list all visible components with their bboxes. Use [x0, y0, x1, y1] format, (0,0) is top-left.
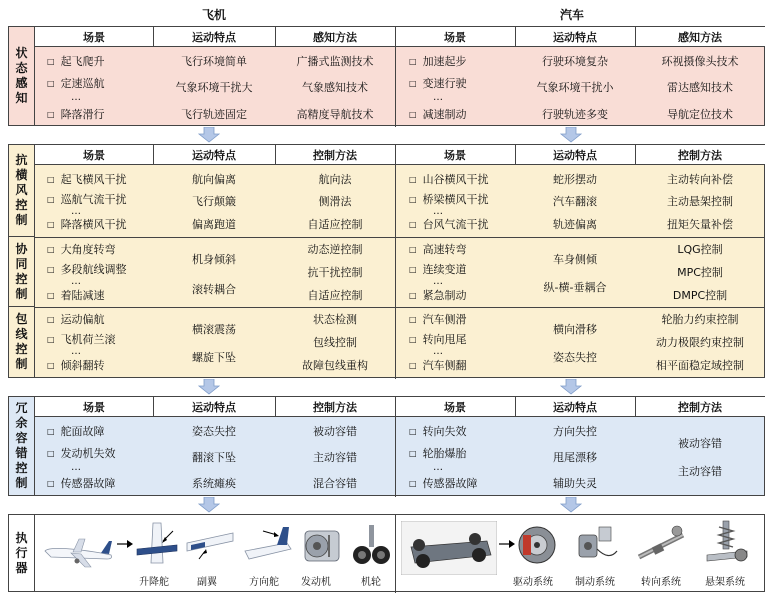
flow-arrow-icon — [198, 127, 220, 143]
method-item: 被动容错 — [678, 437, 722, 450]
scene-item: □ 汽车侧滑 — [409, 313, 467, 327]
part-caption: 驱动系统 — [513, 577, 553, 588]
scene-item: □ 山谷横风干扰 — [409, 173, 489, 187]
header-motion: 运动特点 — [553, 31, 597, 44]
method-item: 轮胎力约束控制 — [661, 313, 739, 326]
scene-item: □ 起飞爬升 — [47, 55, 105, 69]
header-scene: 场景 — [83, 31, 105, 44]
scene-item: □ 降落滑行 — [47, 108, 105, 122]
scene-item: □ 轮胎爆胎 — [409, 447, 467, 461]
method-item: 包线控制 — [313, 336, 357, 349]
header-control-method: 控制方法 — [313, 401, 357, 414]
part-caption: 升降舵 — [139, 577, 169, 588]
scene-item: □ 减速制动 — [409, 108, 467, 122]
scene-item: □ 定速巡航 — [47, 77, 105, 91]
airplane-icon — [41, 521, 115, 571]
redundancy-label: 冗 余 容 错 控 制 — [9, 397, 35, 495]
method-item: 混合容错 — [313, 477, 357, 490]
ellipsis: … — [433, 92, 443, 103]
scene-item: □ 汽车侧翻 — [409, 359, 467, 373]
method-item: 自适应控制 — [307, 218, 363, 231]
header-motion: 运动特点 — [192, 401, 236, 414]
ellipsis: … — [433, 462, 443, 473]
header-scene: 场景 — [83, 149, 105, 162]
scene-item: □ 着陆减速 — [47, 289, 105, 303]
motion-item: 飞行轨迹固定 — [181, 108, 247, 121]
motion-item: 行驶环境复杂 — [542, 55, 608, 68]
method-item: 相平面稳定域控制 — [656, 359, 744, 372]
method-item: 航向法 — [318, 173, 352, 186]
part-caption: 悬架系统 — [705, 577, 745, 588]
motion-item: 飞行颠簸 — [192, 195, 236, 208]
scene-item: □ 起飞横风干扰 — [47, 173, 127, 187]
steering-system-icon — [633, 521, 689, 569]
flow-arrow-icon — [560, 127, 582, 143]
cooperative-label: 协 同 控 制 — [9, 237, 35, 307]
motion-item: 横滚震荡 — [192, 323, 236, 336]
scene-item: □ 紧急制动 — [409, 289, 467, 303]
scene-item: □ 变速行驶 — [409, 77, 467, 91]
header-motion: 运动特点 — [553, 401, 597, 414]
method-item: 自适应控制 — [307, 289, 363, 302]
scene-item: □ 多段航线调整 — [47, 263, 127, 277]
flow-arrow-icon — [198, 379, 220, 395]
part-caption: 机轮 — [361, 577, 381, 588]
arrow-right-icon — [499, 539, 515, 549]
perception-section — [8, 26, 765, 126]
ellipsis: … — [71, 462, 81, 473]
method-item: 雷达感知技术 — [667, 81, 733, 94]
actuator-section — [8, 514, 765, 592]
method-item: 主动容错 — [678, 465, 722, 478]
scene-item: □ 高速转弯 — [409, 243, 467, 257]
ellipsis: … — [433, 276, 443, 287]
motion-item: 飞行环境简单 — [181, 55, 247, 68]
motion-item: 蛇形摆动 — [553, 173, 597, 186]
perception-label: 状 态 感 知 — [9, 27, 35, 125]
ellipsis: … — [71, 206, 81, 217]
scene-item: □ 转向甩尾 — [409, 333, 467, 347]
aileron-icon — [185, 523, 235, 569]
header-scene: 场景 — [444, 149, 466, 162]
header-scene: 场景 — [83, 401, 105, 414]
motion-item: 轨迹偏离 — [553, 218, 597, 231]
crosswind-label: 抗 横 风 控 制 — [9, 145, 35, 237]
brake-system-icon — [575, 521, 621, 569]
motion-item: 行驶轨迹多变 — [542, 108, 608, 121]
ellipsis: … — [71, 92, 81, 103]
motion-item: 姿态失控 — [192, 425, 236, 438]
motion-item: 车身侧倾 — [553, 253, 597, 266]
method-item: LQG控制 — [677, 243, 723, 256]
motion-item: 横向滑移 — [553, 323, 597, 336]
motion-item: 翻滚下坠 — [192, 451, 236, 464]
ellipsis: … — [71, 276, 81, 287]
scene-item: □ 台风气流干扰 — [409, 218, 489, 232]
scene-item: □ 发动机失效 — [47, 447, 116, 461]
header-perception-method: 感知方法 — [313, 31, 357, 44]
method-item: 动态逆控制 — [307, 243, 363, 256]
method-item: 故障包线重构 — [302, 359, 368, 372]
scene-item: □ 运动偏航 — [47, 313, 105, 327]
method-item: 扭矩矢量补偿 — [667, 218, 733, 231]
scene-item: □ 加速起步 — [409, 55, 467, 69]
motion-item: 方向失控 — [553, 425, 597, 438]
arrow-right-icon — [117, 539, 133, 549]
motion-item: 滚转耦合 — [192, 283, 236, 296]
header-motion: 运动特点 — [192, 31, 236, 44]
envelope-label: 包 线 控 制 — [9, 307, 35, 377]
header-perception-method: 感知方法 — [678, 31, 722, 44]
car-chassis-icon — [401, 521, 497, 575]
motion-item: 汽车翻滚 — [553, 195, 597, 208]
method-item: 侧滑法 — [318, 195, 352, 208]
method-item: 状态检测 — [313, 313, 357, 326]
rudder-icon — [241, 521, 293, 569]
flow-arrow-icon — [198, 497, 220, 513]
engine-icon — [299, 523, 345, 569]
scene-item: □ 桥梁横风干扰 — [409, 193, 489, 207]
redundancy-section — [8, 396, 765, 496]
method-item: DMPC控制 — [672, 289, 728, 302]
motion-item: 辅助失灵 — [553, 477, 597, 490]
landing-gear-icon — [351, 523, 393, 569]
motion-item: 气象环境干扰小 — [536, 81, 614, 94]
method-item: 动力极限约束控制 — [656, 336, 744, 349]
motion-item: 机身倾斜 — [192, 253, 236, 266]
part-caption: 副翼 — [197, 577, 217, 588]
suspension-system-icon — [701, 519, 753, 569]
motion-item: 甩尾漂移 — [553, 451, 597, 464]
aircraft-title: 飞机 — [202, 8, 227, 22]
scene-item: □ 降落横风干扰 — [47, 218, 127, 232]
actuator-label: 执 行 器 — [9, 515, 35, 591]
header-scene: 场景 — [444, 401, 466, 414]
flow-arrow-icon — [560, 379, 582, 395]
method-item: 主动转向补偿 — [667, 173, 733, 186]
motion-item: 偏离跑道 — [192, 218, 236, 231]
part-caption: 制动系统 — [575, 577, 615, 588]
method-item: 气象感知技术 — [302, 81, 368, 94]
ellipsis: … — [433, 206, 443, 217]
method-item: 被动容错 — [313, 425, 357, 438]
control-section — [8, 144, 765, 378]
scene-item: □ 传感器故障 — [47, 477, 116, 491]
motion-item: 纵-横-垂耦合 — [543, 281, 607, 294]
motion-item: 姿态失控 — [553, 351, 597, 364]
motion-item: 气象环境干扰大 — [175, 81, 253, 94]
method-item: 主动悬架控制 — [667, 195, 733, 208]
motion-item: 航向偏离 — [192, 173, 236, 186]
header-control-method: 控制方法 — [313, 149, 357, 162]
motion-item: 系统瘫痪 — [192, 477, 236, 490]
scene-item: □ 转向失效 — [409, 425, 467, 439]
method-item: 广播式监测技术 — [296, 55, 374, 68]
method-item: 主动容错 — [313, 451, 357, 464]
scene-item: □ 传感器故障 — [409, 477, 478, 491]
method-item: 高精度导航技术 — [296, 108, 374, 121]
method-item: 环视摄像头技术 — [661, 55, 739, 68]
header-motion: 运动特点 — [192, 149, 236, 162]
part-caption: 发动机 — [301, 577, 331, 588]
scene-item: □ 连续变道 — [409, 263, 467, 277]
scene-item: □ 大角度转弯 — [47, 243, 116, 257]
car-title: 汽车 — [560, 8, 585, 22]
scene-item: □ 巡航气流干扰 — [47, 193, 127, 207]
elevator-icon — [133, 519, 181, 569]
header-scene: 场景 — [444, 31, 466, 44]
scene-item: □ 舵面故障 — [47, 425, 105, 439]
ellipsis: … — [71, 346, 81, 357]
method-item: 导航定位技术 — [667, 108, 733, 121]
scene-item: □ 倾斜翻转 — [47, 359, 105, 373]
header-motion: 运动特点 — [553, 149, 597, 162]
ellipsis: … — [433, 346, 443, 357]
method-item: 抗干扰控制 — [307, 266, 363, 279]
flow-arrow-icon — [560, 497, 582, 513]
drive-system-icon — [515, 521, 559, 569]
header-control-method: 控制方法 — [678, 149, 722, 162]
part-caption: 转向系统 — [641, 577, 681, 588]
part-caption: 方向舵 — [249, 577, 279, 588]
header-control-method: 控制方法 — [678, 401, 722, 414]
scene-item: □ 飞机荷兰滚 — [47, 333, 116, 347]
motion-item: 螺旋下坠 — [192, 351, 236, 364]
method-item: MPC控制 — [677, 266, 723, 279]
